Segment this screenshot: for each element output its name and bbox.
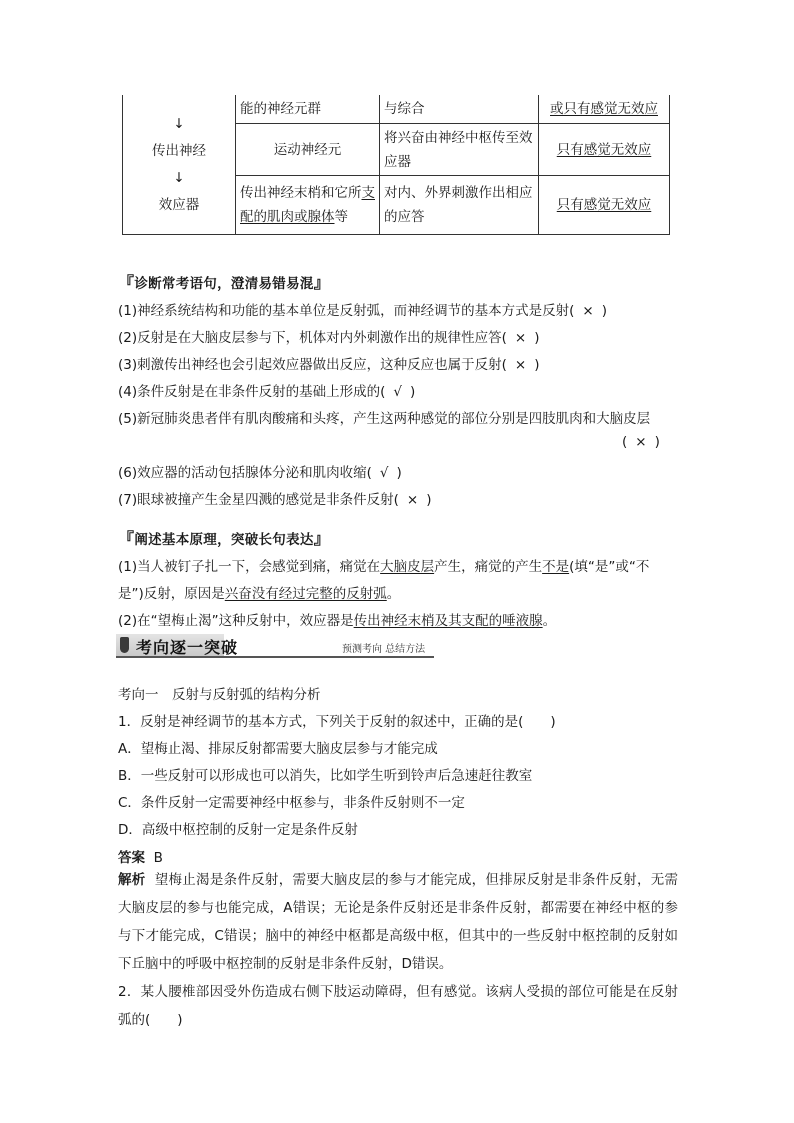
section-title-text: 诊断常考语句，澄清易错易混	[134, 276, 314, 292]
cross-mark-icon: ×	[635, 434, 647, 450]
statement-item	[118, 353, 539, 373]
cross-mark-icon: ×	[582, 303, 594, 319]
statement-text: (1)神经系统结构和功能的基本单位是反射弧，而神经调节的基本方式是反射(	[118, 303, 575, 319]
underlined-answer: 兴奋没有经过完整的反射弧	[224, 586, 387, 602]
principle-paragraph-1-cont	[118, 582, 400, 602]
section-title-principles	[118, 526, 330, 549]
statement-item	[118, 407, 650, 427]
question-stem: 2．某人腰椎部因受外伤造成右侧下肢运动障碍，但有感觉。该病人受损的部位可能是在反射弧的( )	[118, 984, 678, 1028]
statement-item	[118, 299, 607, 319]
efferent-nerve-label: 传出神经	[152, 142, 206, 159]
table-text: 传出神经末梢和它所	[240, 185, 362, 202]
bracket-right: 』	[313, 529, 331, 548]
option-c: C．条件反射一定需要神经中枢参与，非条件反射则不一定	[118, 795, 465, 811]
section-banner	[116, 634, 434, 658]
analysis-text: 望梅止渴是条件反射，需要大脑皮层的参与才能完成，但排尿反射是非条件反射，无需大脑皮层的参与也能完成，A错误；无论是条件反射还是非条件反射，都需要在神经中枢的参与下才能完成，C错误；脑中的神经中枢都是高级中枢，但其中的一些反射中枢控制的反射如下丘脑中的呼吸中枢控制的反射是非条件反射，D错误。	[118, 872, 678, 972]
table-cell	[539, 176, 670, 235]
statement-text: (3)刺激传出神经也会引起效应器做出反应，这种反应也属于反射(	[118, 357, 507, 373]
table-cell-underlined: 或只有感觉无效应	[550, 100, 658, 117]
cross-mark-icon: ×	[406, 492, 419, 508]
statement-text: (5)新冠肺炎患者伴有肌肉酸痛和头疼，产生这两种感觉的部位分别是四肢肌肉和大脑皮层	[118, 411, 651, 427]
statement-item-answer	[622, 434, 660, 450]
check-mark-icon: √	[379, 465, 389, 481]
paren-close: )	[410, 384, 416, 400]
table-col-a	[123, 95, 236, 235]
effector-label: 效应器	[158, 196, 200, 213]
check-mark-icon: √	[393, 384, 402, 400]
section-title-diagnosis	[118, 270, 330, 293]
topic-heading: 考向一 反射与反射弧的结构分析	[118, 687, 321, 703]
table-cell: 能的神经元群	[236, 95, 380, 123]
underlined-answer: 传出神经末梢及其支配的唾液腺	[353, 613, 543, 629]
bracket-left: 『	[118, 529, 135, 548]
arrow-down-icon: ↓	[173, 169, 185, 186]
option-a: A．望梅止渴、排尿反射都需要大脑皮层参与才能完成	[118, 741, 438, 757]
principle-paragraph-2	[118, 609, 556, 629]
table-cell	[539, 123, 670, 176]
table-cell: 将兴奋由神经中枢传至效应器	[380, 123, 539, 176]
statement-text: (6)效应器的活动包括腺体分泌和肌肉收缩(	[118, 465, 372, 481]
principle-paragraph-1	[118, 555, 649, 575]
option-b: B．一些反射可以形成也可以消失，比如学生听到铃声后急速赶往教室	[118, 768, 533, 784]
table-cell-underlined: 只有感觉无效应	[556, 197, 652, 214]
text: 产生，痛觉的产生	[434, 559, 543, 575]
question-stem: 1．反射是神经调节的基本方式，下列关于反射的叙述中，正确的是( )	[118, 714, 556, 730]
table-text: 等	[334, 209, 348, 226]
statement-item	[118, 380, 415, 400]
analysis-paragraph	[118, 866, 678, 978]
table-cell	[236, 176, 380, 235]
statement-text: (2)反射是在大脑皮层参与下，机体对内外刺激作出的规律性应答(	[118, 330, 507, 346]
bracket-left: 『	[118, 273, 135, 292]
answer-label: 答案	[118, 850, 145, 866]
underlined-answer: 不是	[542, 559, 570, 575]
banner-title: 考向逐一突破	[136, 638, 239, 657]
table-cell: 对内、外界刺激作出相应的应答	[380, 176, 539, 235]
table-cell: 与综合	[380, 95, 539, 123]
text: (1)当人被钉子扎一下，会感觉到痛，痛觉在	[118, 559, 381, 575]
answer-line	[118, 846, 163, 866]
text: 是”)反射，原因是	[118, 586, 225, 602]
analysis-label: 解析	[118, 872, 146, 888]
text: (2)在“望梅止渴”这种反射中，效应器是	[118, 613, 354, 629]
statement-item	[118, 488, 431, 508]
text: 。	[386, 586, 401, 602]
text: (填“是”或“不	[569, 559, 650, 575]
paren-close: )	[426, 492, 432, 508]
statement-item	[118, 326, 539, 346]
table-cell: 运动神经元	[236, 123, 380, 176]
table-cell	[539, 95, 670, 123]
bookmark-icon	[120, 637, 129, 653]
section-title-text: 阐述基本原理，突破长句表达	[134, 532, 314, 548]
paren-close: )	[534, 330, 540, 346]
statement-text: (7)眼球被撞产生金星四溅的感觉是非条件反射(	[118, 492, 399, 508]
arrow-down-icon: ↓	[173, 115, 185, 132]
reflex-arc-table	[122, 95, 670, 235]
cross-mark-icon: ×	[514, 357, 527, 373]
underlined-answer: 大脑皮层	[380, 559, 435, 575]
cross-mark-icon: ×	[514, 330, 527, 346]
banner-subtitle: 预测考向 总结方法	[342, 644, 426, 655]
table-cell-underlined: 只有感觉无效应	[556, 141, 652, 158]
statement-item	[118, 461, 402, 481]
table-text-underlined: 支配的肌肉或腺体	[240, 185, 375, 226]
answer-value: B	[153, 850, 163, 866]
option-d: D．高级中枢控制的反射一定是条件反射	[118, 822, 358, 838]
statement-text: (4)条件反射是在非条件反射的基础上形成的(	[118, 384, 386, 400]
text: 。	[542, 613, 557, 629]
paren-close: )	[601, 303, 607, 319]
paren-close: )	[534, 357, 540, 373]
paren-close: )	[654, 434, 660, 450]
bracket-right: 』	[313, 273, 331, 292]
paren-close: )	[396, 465, 402, 481]
paren-open: (	[622, 434, 628, 450]
